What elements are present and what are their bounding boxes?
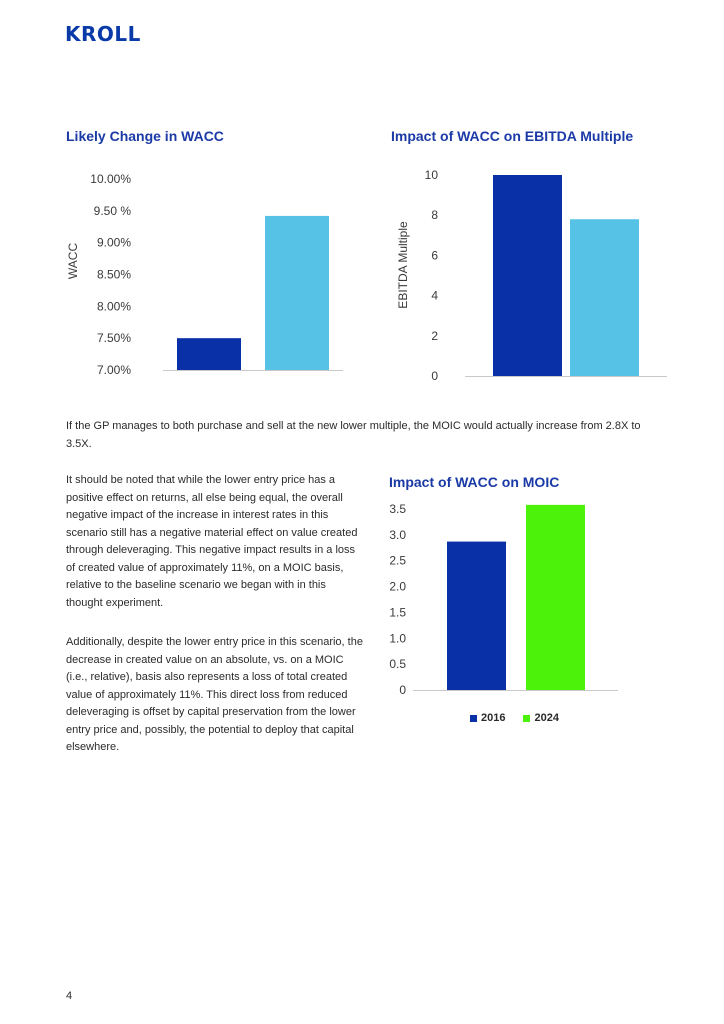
moic-ytick-label: 1.0 [389, 631, 406, 646]
moic-ytick-label: 2.0 [389, 579, 406, 594]
ebitda-bar-2 [570, 219, 639, 376]
kroll-logo: KROLL [65, 22, 141, 46]
ebitda-ytick-label: 0 [431, 369, 438, 383]
legend-item-2016 [470, 712, 505, 724]
ebitda-multiple-chart [390, 165, 690, 405]
ebitda-y-axis-label: EBITDA Multiple [396, 221, 410, 309]
additionally-paragraph: Additionally, despite the lower entry price in this scenario, the decrease in created value on an absolute, vs. on a MOIC (i.e., relative), basis also represents a loss of total created value of approximately 11%. This direct loss from reduced deleveraging is offset by capital preservation from the lower entry price and, possibly, the potential to deploy that capital elsewhere. [66, 636, 363, 753]
wacc-bar-1 [177, 338, 241, 370]
moic-ytick-label: 3.5 [389, 502, 406, 516]
ebitda-ytick-label: 6 [431, 248, 438, 263]
moic-legend [470, 712, 559, 724]
moic-bar-2 [526, 505, 585, 690]
page-number: 4 [66, 990, 73, 1002]
lower-entry-paragraph: It should be noted that while the lower entry price has a positive effect on returns, all else being equal, the overall negative impact of the increase in interest rates in this scenario still has a negative material effect on value created through deleveraging. This negative impact results in a loss of created value of approximately 11%, on a MOIC basis, relative to the baseline scenario we began with in this thought experiment. [66, 474, 358, 609]
wacc-ytick-label: 7.50% [96, 331, 131, 346]
wacc-ytick-label: 9.00% [96, 235, 131, 250]
ebitda-ytick-label: 8 [431, 208, 438, 223]
moic-ytick-label: 0.5 [389, 657, 406, 672]
moic-ytick-label: 0 [399, 683, 406, 697]
wacc-chart-title: Likely Change in WACC [66, 128, 224, 144]
ebitda-ytick-label: 2 [431, 328, 438, 343]
moic-chart-title: Impact of WACC on MOIC [389, 474, 560, 490]
wacc-ytick-label: 7.00% [96, 363, 131, 377]
legend-swatch-2024 [523, 715, 530, 722]
ebitda-ytick-label: 10 [424, 168, 438, 182]
ebitda-chart-title: Impact of WACC on EBITDA Multiple [391, 128, 634, 144]
moic-increase-paragraph: If the GP manages to both purchase and sell at the new lower multiple, the MOIC would actually increase from 2.8X to 3.5X. [66, 420, 641, 450]
moic-bar-1 [447, 542, 506, 690]
ebitda-bar-1 [493, 175, 562, 376]
moic-chart [385, 500, 635, 700]
wacc-ytick-label: 8.50% [96, 267, 131, 282]
wacc-bar-2 [265, 216, 329, 370]
legend-item-2024 [523, 712, 558, 724]
wacc-y-axis-label: WACC [66, 242, 80, 280]
wacc-ytick-label: 8.00% [96, 299, 131, 314]
wacc-ytick-label: 9.50 % [93, 203, 131, 218]
moic-ytick-label: 2.5 [389, 553, 406, 568]
legend-label-2016: 2016 [481, 712, 506, 724]
legend-swatch-2016 [470, 715, 477, 722]
wacc-chart [55, 165, 355, 405]
legend-label-2024: 2024 [534, 712, 559, 724]
wacc-ytick-label: 10.00% [90, 172, 131, 186]
ebitda-ytick-label: 4 [431, 288, 438, 303]
moic-ytick-label: 1.5 [389, 605, 406, 620]
moic-ytick-label: 3.0 [389, 527, 406, 542]
